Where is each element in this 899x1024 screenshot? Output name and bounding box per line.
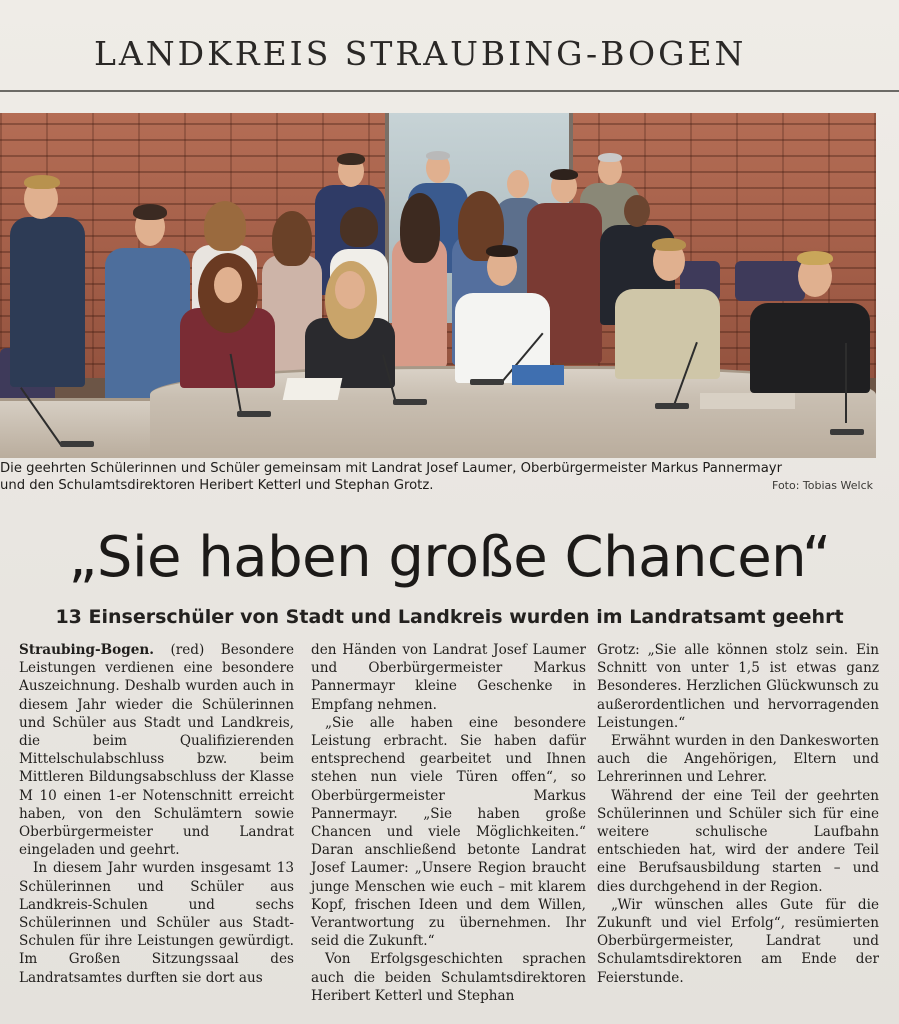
microphone-base (830, 429, 864, 435)
article-paragraph: „Wir wünschen alles Gute für die Zukunft und viel Erfolg“, resümierten Oberbürgermeister, Landrat und Schulamtsdirektoren am Ende der Feierstunde. (597, 896, 879, 986)
blue-folder (512, 365, 564, 385)
article-paragraph: Grotz: „Sie alle können stolz sein. Ein Schnitt von unter 1,5 ist etwas ganz Besonderes. Herzlichen Glückwunsch zu außerordentlichen und hervorragenden Leistungen.“ (597, 642, 879, 731)
microphone-base (60, 441, 94, 447)
article-column-3 (597, 641, 879, 987)
article-paragraph (19, 641, 294, 859)
subheadline: 13 Einserschüler von Stadt und Landkreis wurden im Landratsamt geehrt (55, 606, 844, 628)
microphone-base (655, 403, 689, 409)
article-column-2 (311, 641, 586, 1005)
desk (0, 398, 168, 458)
section-title: LANDKREIS STRAUBING-BOGEN (94, 34, 747, 73)
paragraph-text: (red) Besondere Leistungen verdienen eine besondere Auszeichnung. Deshalb wurden auch in diesem Jahr wieder die Schülerinnen und Schüler aus Stadt und Landkreis, die beim Qualifizierenden Mittelschulabschluss bzw. beim Mittleren Bildungsabschluss der Klasse M 10 einen 1-er Notenschnitt erreicht haben, von den Schulämtern sowie Oberbürgermeister und Landrat eingeladen und geehrt. (19, 642, 294, 859)
article-paragraph: den Händen von Landrat Josef Laumer und Oberbürgermeister Markus Pannermayr kleine Geschenke in Empfang nehmen. (311, 642, 586, 713)
article-paragraph: „Sie alle haben eine besondere Leistung erbracht. Sie haben dafür entsprechend gearbeitet und Ihnen stehen nun viele Türen offen“, so Oberbürgermeister Markus Pannermayr. „Sie haben große Chancen und viele Möglichkeiten.“ Daran anschließend betonte Landrat Josef Laumer: „Unsere Region braucht junge Menschen wie euch – mit klarem Kopf, frischen Ideen und dem Willen, Verantwortung zu übernehmen. Ihr seid die Zukunft.“ (311, 714, 586, 950)
group-photo (0, 113, 876, 458)
chair (735, 261, 805, 301)
document-sheet (700, 393, 795, 409)
microphone-base (393, 399, 427, 405)
document-sheet (283, 378, 343, 400)
dateline: Straubing-Bogen. (19, 642, 154, 658)
microphone-base (237, 411, 271, 417)
article-paragraph: Erwähnt wurden in den Dankesworten auch die Angehörigen, Eltern und Lehrerinnen und Lehrer. (597, 733, 879, 786)
article-paragraph: In diesem Jahr wurden insgesamt 13 Schülerinnen und Schüler aus Landkreis-Schulen und sechs Schülerinnen und Schüler aus Stadt-Schulen für ihre Leistungen gewürdigt. Im Großen Sitzungssaal des Landratsamtes durften sie dort aus (19, 860, 294, 986)
photo-credit: Foto: Tobias Welck (772, 479, 873, 492)
headline: „Sie haben große Chancen“ (68, 525, 831, 590)
article-paragraph: Während der eine Teil der geehrten Schülerinnen und Schüler sich für eine weitere schulische Laufbahn entschieden hat, wird der andere Teil eine Berufsausbildung starten – und dies durchgehend in der Region. (597, 787, 879, 895)
microphone-base (470, 379, 504, 385)
caption-line: Die geehrten Schülerinnen und Schüler gemeinsam mit Landrat Josef Laumer, Oberbürgermeister Markus Pannermayr (0, 461, 783, 476)
photo-caption (0, 460, 876, 494)
caption-line: und den Schulamtsdirektoren Heribert Ketterl und Stephan Grotz. (0, 478, 434, 493)
section-divider (0, 90, 899, 92)
article-column-1 (19, 641, 294, 987)
article-paragraph: Von Erfolgsgeschichten sprachen auch die beiden Schulamtsdirektoren Heribert Ketterl und Stephan (311, 951, 586, 1004)
microphone (845, 343, 847, 423)
